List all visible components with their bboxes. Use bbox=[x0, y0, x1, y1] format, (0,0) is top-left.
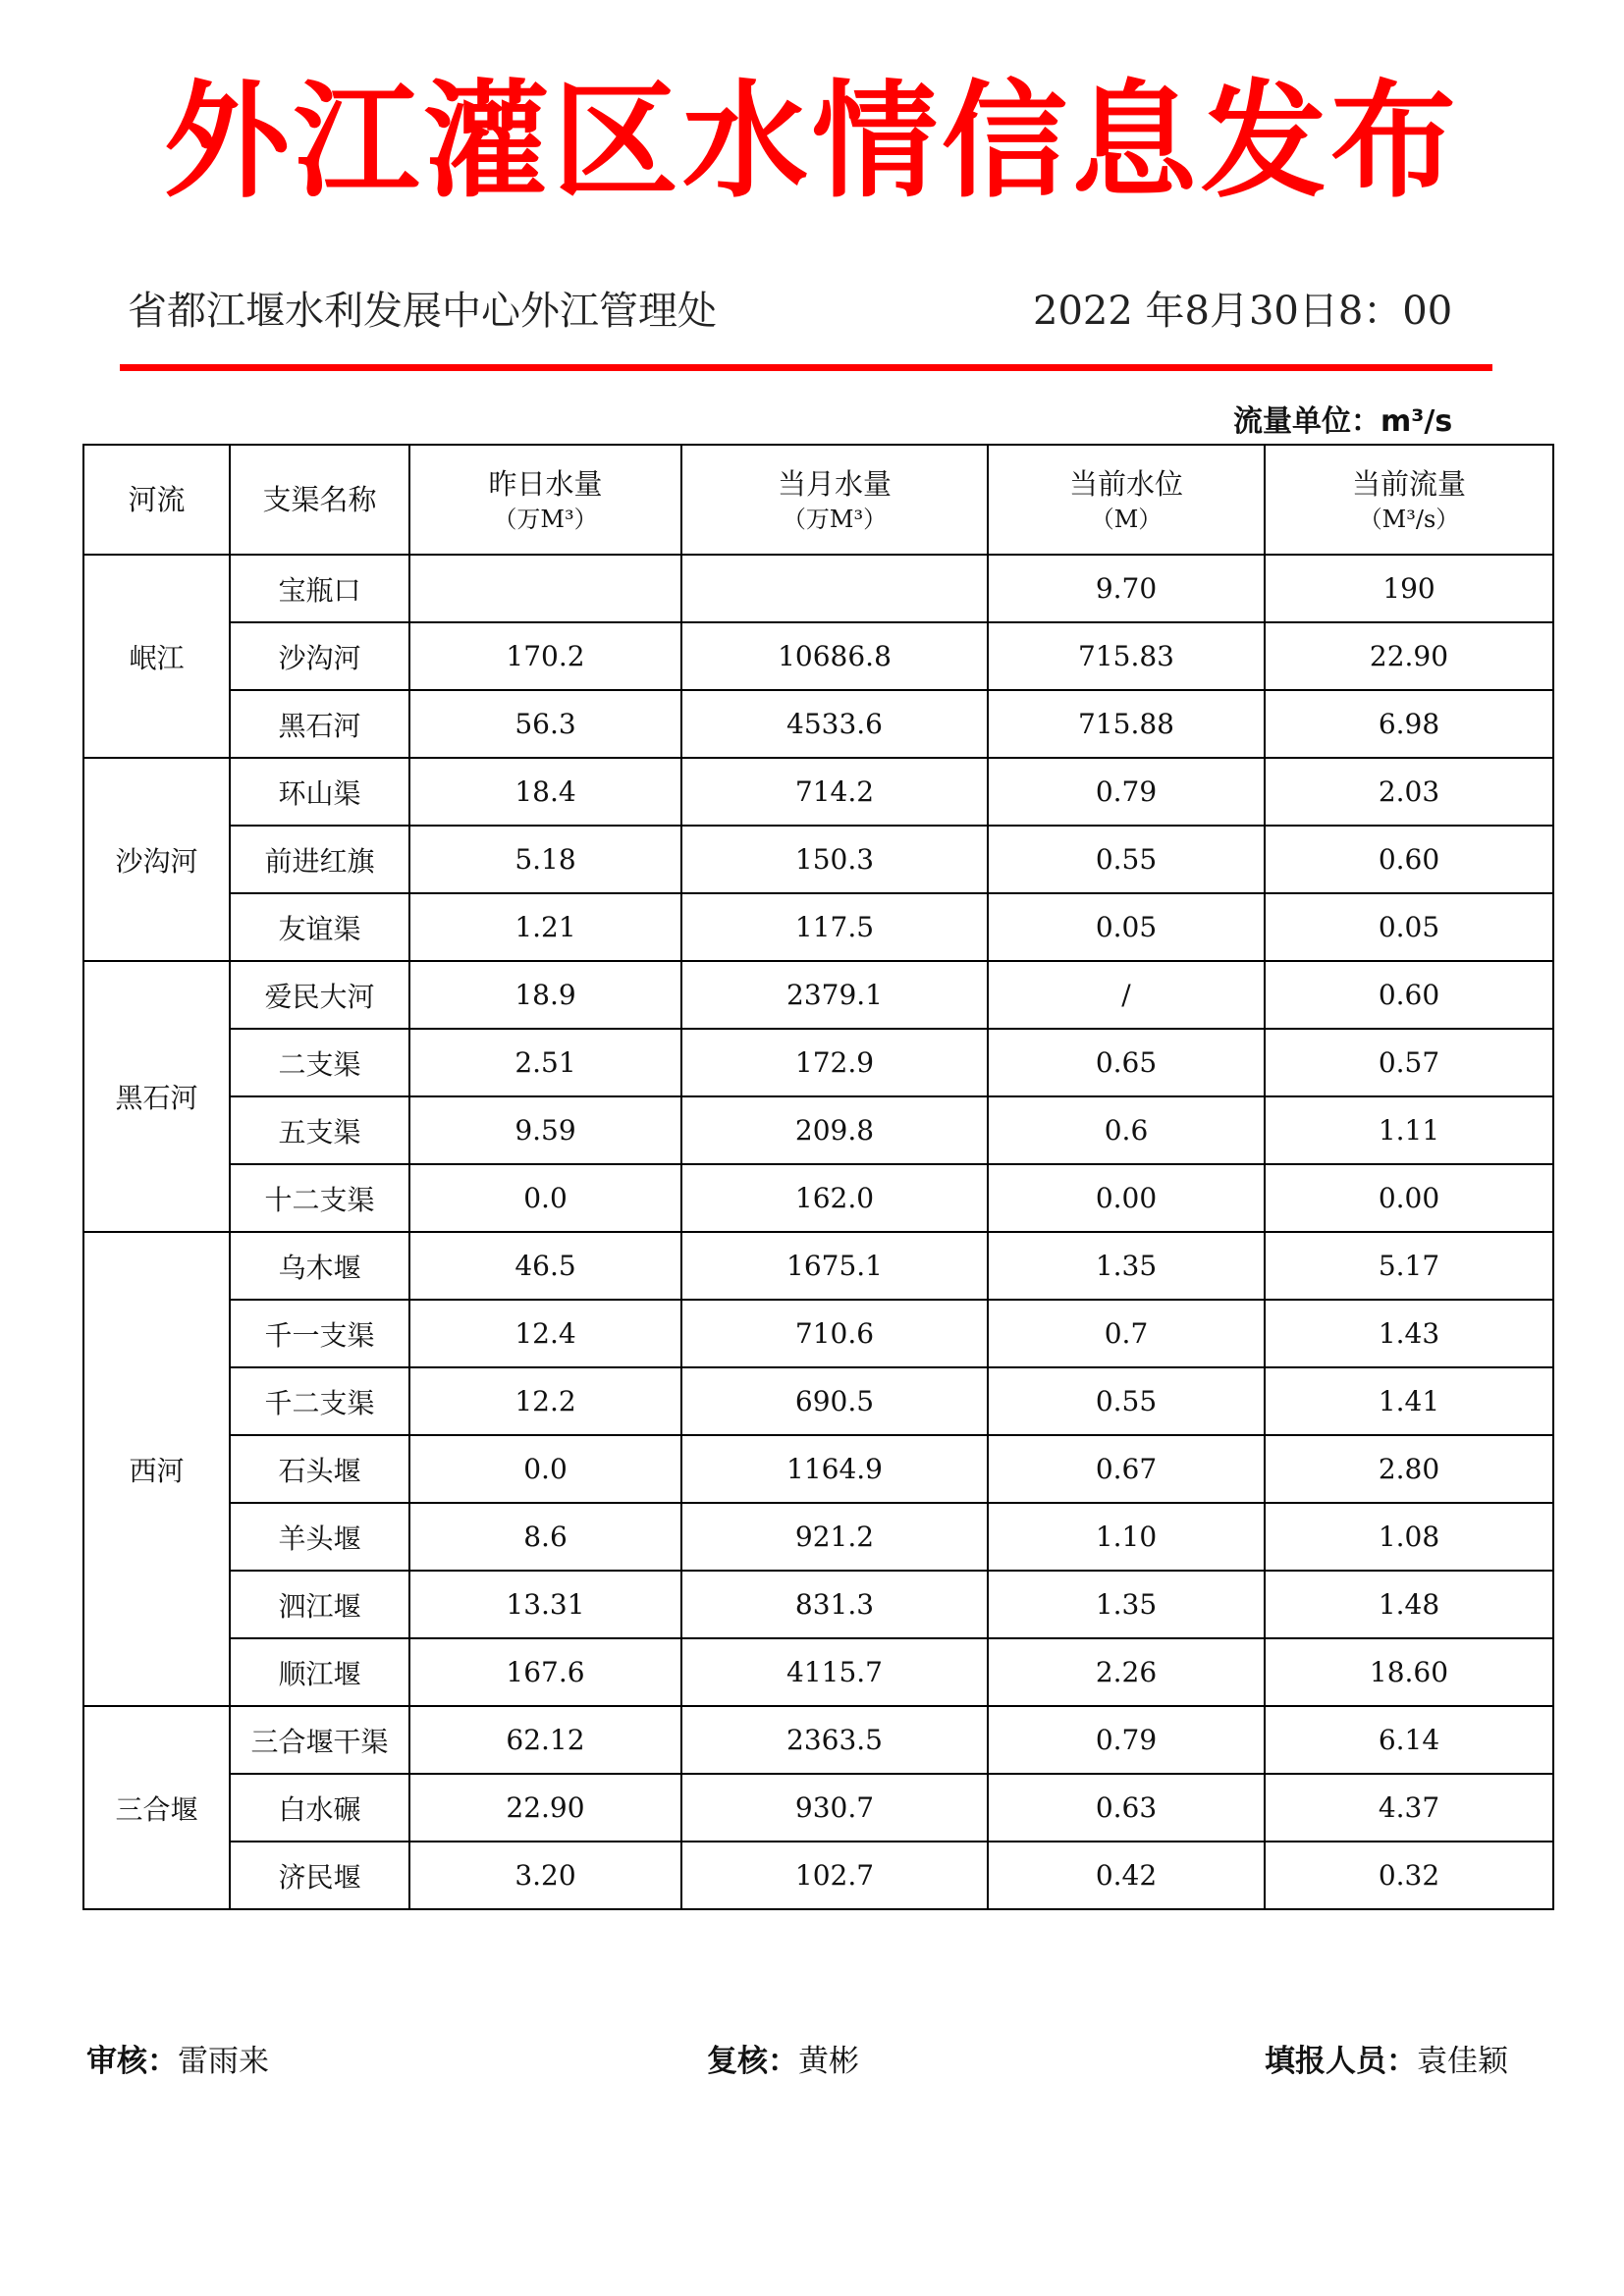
header-divider bbox=[120, 364, 1492, 371]
month-volume: 172.9 bbox=[681, 1029, 988, 1096]
water-level: 0.67 bbox=[988, 1435, 1265, 1503]
river-name: 黑石河 bbox=[83, 961, 230, 1232]
table-row bbox=[83, 1300, 1553, 1367]
header-flow-rate bbox=[1265, 445, 1553, 555]
river-name: 沙沟河 bbox=[83, 758, 230, 961]
filler-signature bbox=[1265, 2042, 1508, 2081]
channel-name: 泗江堰 bbox=[230, 1571, 409, 1638]
flow-rate: 2.80 bbox=[1265, 1435, 1553, 1503]
header-label: 支渠名称 bbox=[262, 483, 377, 516]
water-level: 0.42 bbox=[988, 1842, 1265, 1909]
report-datetime: 2022 年8月30日8：00 bbox=[1033, 289, 1453, 334]
channel-name: 石头堰 bbox=[230, 1435, 409, 1503]
month-volume: 690.5 bbox=[681, 1367, 988, 1435]
rechecker-label: 复核： bbox=[707, 2044, 798, 2079]
flow-rate: 0.00 bbox=[1265, 1164, 1553, 1232]
table-row bbox=[83, 1029, 1553, 1096]
table-row bbox=[83, 1842, 1553, 1909]
flow-rate: 6.98 bbox=[1265, 690, 1553, 758]
channel-name: 前进红旗 bbox=[230, 826, 409, 893]
table-row bbox=[83, 1571, 1553, 1638]
water-level: 0.05 bbox=[988, 893, 1265, 961]
table-row bbox=[83, 1638, 1553, 1706]
water-level: 1.35 bbox=[988, 1232, 1265, 1300]
yesterday-volume: 1.21 bbox=[409, 893, 681, 961]
month-volume: 1164.9 bbox=[681, 1435, 988, 1503]
water-level: 0.55 bbox=[988, 1367, 1265, 1435]
channel-name: 黑石河 bbox=[230, 690, 409, 758]
yesterday-volume: 18.9 bbox=[409, 961, 681, 1029]
channel-name: 五支渠 bbox=[230, 1096, 409, 1164]
yesterday-volume: 2.51 bbox=[409, 1029, 681, 1096]
water-level: 2.26 bbox=[988, 1638, 1265, 1706]
river-name: 三合堰 bbox=[83, 1706, 230, 1909]
header-label: 当月水量 bbox=[777, 467, 892, 501]
table-row bbox=[83, 1435, 1553, 1503]
channel-name: 二支渠 bbox=[230, 1029, 409, 1096]
table-row bbox=[83, 1164, 1553, 1232]
header-river bbox=[83, 445, 230, 555]
page-title: 外江灌区水情信息发布 bbox=[163, 69, 1460, 215]
rechecker-name: 黄彬 bbox=[798, 2044, 859, 2079]
month-volume: 117.5 bbox=[681, 893, 988, 961]
table-row bbox=[83, 1503, 1553, 1571]
table-header-row bbox=[83, 445, 1553, 555]
header-unit: （M） bbox=[1090, 506, 1163, 533]
flow-rate: 1.41 bbox=[1265, 1367, 1553, 1435]
table-row bbox=[83, 555, 1553, 622]
yesterday-volume: 12.2 bbox=[409, 1367, 681, 1435]
flow-rate: 0.32 bbox=[1265, 1842, 1553, 1909]
table-row bbox=[83, 1706, 1553, 1774]
water-level: 0.00 bbox=[988, 1164, 1265, 1232]
month-volume: 162.0 bbox=[681, 1164, 988, 1232]
flow-rate: 0.60 bbox=[1265, 826, 1553, 893]
month-volume: 2379.1 bbox=[681, 961, 988, 1029]
water-level: 0.79 bbox=[988, 758, 1265, 826]
yesterday-volume: 170.2 bbox=[409, 622, 681, 690]
river-name: 西河 bbox=[83, 1232, 230, 1706]
river-name: 岷江 bbox=[83, 555, 230, 758]
yesterday-volume: 12.4 bbox=[409, 1300, 681, 1367]
flow-rate: 190 bbox=[1265, 555, 1553, 622]
flow-rate: 6.14 bbox=[1265, 1706, 1553, 1774]
yesterday-volume: 56.3 bbox=[409, 690, 681, 758]
flow-rate: 22.90 bbox=[1265, 622, 1553, 690]
channel-name: 三合堰干渠 bbox=[230, 1706, 409, 1774]
water-info-table bbox=[82, 444, 1554, 1910]
water-level: 0.63 bbox=[988, 1774, 1265, 1842]
yesterday-volume bbox=[409, 555, 681, 622]
header-label: 当前流量 bbox=[1351, 467, 1466, 501]
header-unit: （万M³） bbox=[493, 506, 598, 533]
table-row bbox=[83, 1096, 1553, 1164]
channel-name: 友谊渠 bbox=[230, 893, 409, 961]
month-volume bbox=[681, 555, 988, 622]
table-row bbox=[83, 690, 1553, 758]
header-yesterday-volume bbox=[409, 445, 681, 555]
water-level: 0.79 bbox=[988, 1706, 1265, 1774]
flow-unit-label: 流量单位：m³/s bbox=[1233, 404, 1453, 439]
channel-name: 宝瓶口 bbox=[230, 555, 409, 622]
flow-rate: 18.60 bbox=[1265, 1638, 1553, 1706]
month-volume: 2363.5 bbox=[681, 1706, 988, 1774]
filler-label: 填报人员： bbox=[1265, 2044, 1417, 2079]
flow-rate: 1.08 bbox=[1265, 1503, 1553, 1571]
flow-rate: 0.05 bbox=[1265, 893, 1553, 961]
water-level: 0.65 bbox=[988, 1029, 1265, 1096]
month-volume: 209.8 bbox=[681, 1096, 988, 1164]
flow-rate: 1.11 bbox=[1265, 1096, 1553, 1164]
flow-rate: 1.43 bbox=[1265, 1300, 1553, 1367]
water-level: 1.10 bbox=[988, 1503, 1265, 1571]
table-row bbox=[83, 1774, 1553, 1842]
yesterday-volume: 22.90 bbox=[409, 1774, 681, 1842]
yesterday-volume: 8.6 bbox=[409, 1503, 681, 1571]
header-water-level bbox=[988, 445, 1265, 555]
water-level: 715.88 bbox=[988, 690, 1265, 758]
water-level: 0.55 bbox=[988, 826, 1265, 893]
table-row bbox=[83, 1367, 1553, 1435]
header-month-volume bbox=[681, 445, 988, 555]
channel-name: 爱民大河 bbox=[230, 961, 409, 1029]
channel-name: 白水碾 bbox=[230, 1774, 409, 1842]
yesterday-volume: 3.20 bbox=[409, 1842, 681, 1909]
table-row bbox=[83, 893, 1553, 961]
yesterday-volume: 62.12 bbox=[409, 1706, 681, 1774]
month-volume: 150.3 bbox=[681, 826, 988, 893]
month-volume: 921.2 bbox=[681, 1503, 988, 1571]
table-row bbox=[83, 758, 1553, 826]
month-volume: 714.2 bbox=[681, 758, 988, 826]
yesterday-volume: 5.18 bbox=[409, 826, 681, 893]
month-volume: 930.7 bbox=[681, 1774, 988, 1842]
table-row bbox=[83, 826, 1553, 893]
channel-name: 乌木堰 bbox=[230, 1232, 409, 1300]
header-label: 河流 bbox=[128, 483, 186, 516]
table-row bbox=[83, 1232, 1553, 1300]
reviewer-label: 审核： bbox=[86, 2044, 178, 2079]
header-label: 昨日水量 bbox=[488, 467, 603, 501]
channel-name: 千一支渠 bbox=[230, 1300, 409, 1367]
flow-rate: 5.17 bbox=[1265, 1232, 1553, 1300]
water-level: 1.35 bbox=[988, 1571, 1265, 1638]
flow-rate: 2.03 bbox=[1265, 758, 1553, 826]
channel-name: 十二支渠 bbox=[230, 1164, 409, 1232]
channel-name: 济民堰 bbox=[230, 1842, 409, 1909]
rechecker-signature bbox=[707, 2042, 859, 2081]
month-volume: 102.7 bbox=[681, 1842, 988, 1909]
month-volume: 4115.7 bbox=[681, 1638, 988, 1706]
yesterday-volume: 9.59 bbox=[409, 1096, 681, 1164]
yesterday-volume: 0.0 bbox=[409, 1435, 681, 1503]
yesterday-volume: 0.0 bbox=[409, 1164, 681, 1232]
filler-name: 袁佳颖 bbox=[1417, 2044, 1508, 2079]
water-level: 0.7 bbox=[988, 1300, 1265, 1367]
flow-rate: 0.57 bbox=[1265, 1029, 1553, 1096]
yesterday-volume: 13.31 bbox=[409, 1571, 681, 1638]
header-unit: （万M³） bbox=[782, 506, 888, 533]
month-volume: 1675.1 bbox=[681, 1232, 988, 1300]
table-row bbox=[83, 961, 1553, 1029]
table-body bbox=[83, 555, 1553, 1909]
reviewer-signature bbox=[86, 2042, 269, 2081]
water-level: / bbox=[988, 961, 1265, 1029]
header-channel bbox=[230, 445, 409, 555]
flow-rate: 1.48 bbox=[1265, 1571, 1553, 1638]
header-label: 当前水位 bbox=[1068, 467, 1183, 501]
yesterday-volume: 167.6 bbox=[409, 1638, 681, 1706]
month-volume: 831.3 bbox=[681, 1571, 988, 1638]
yesterday-volume: 46.5 bbox=[409, 1232, 681, 1300]
water-level: 715.83 bbox=[988, 622, 1265, 690]
channel-name: 沙沟河 bbox=[230, 622, 409, 690]
month-volume: 4533.6 bbox=[681, 690, 988, 758]
reviewer-name: 雷雨来 bbox=[178, 2044, 269, 2079]
water-level: 9.70 bbox=[988, 555, 1265, 622]
flow-rate: 0.60 bbox=[1265, 961, 1553, 1029]
water-level: 0.6 bbox=[988, 1096, 1265, 1164]
yesterday-volume: 18.4 bbox=[409, 758, 681, 826]
flow-rate: 4.37 bbox=[1265, 1774, 1553, 1842]
month-volume: 10686.8 bbox=[681, 622, 988, 690]
channel-name: 羊头堰 bbox=[230, 1503, 409, 1571]
channel-name: 顺江堰 bbox=[230, 1638, 409, 1706]
channel-name: 环山渠 bbox=[230, 758, 409, 826]
table-row bbox=[83, 622, 1553, 690]
organization-name: 省都江堰水利发展中心外江管理处 bbox=[128, 289, 717, 334]
header-unit: （M³/s） bbox=[1358, 506, 1460, 533]
channel-name: 千二支渠 bbox=[230, 1367, 409, 1435]
month-volume: 710.6 bbox=[681, 1300, 988, 1367]
